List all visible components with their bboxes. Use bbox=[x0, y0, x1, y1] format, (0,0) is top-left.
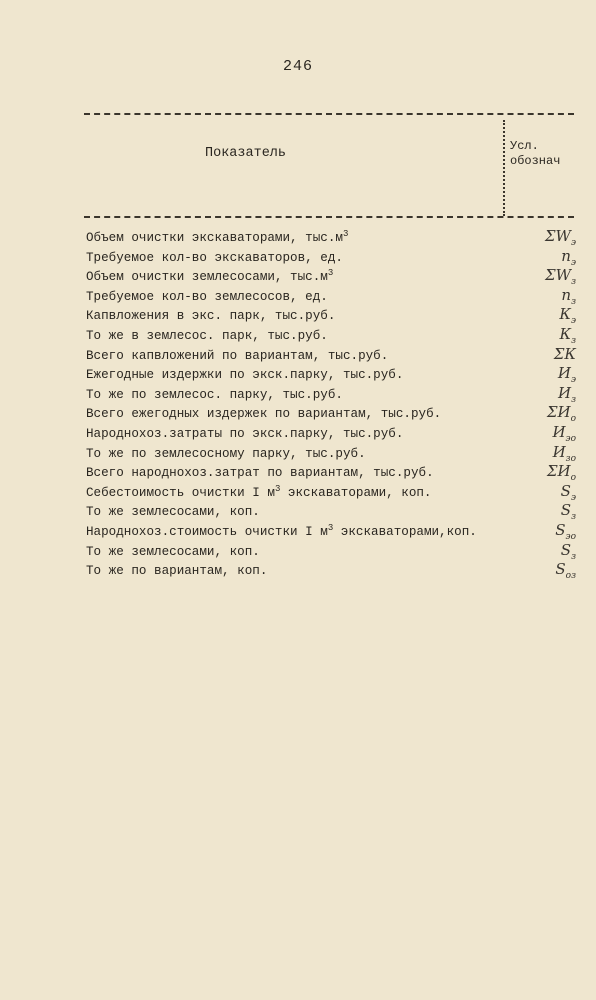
row-symbol-main: ΣW bbox=[544, 227, 571, 245]
row-symbol-main: К bbox=[559, 324, 572, 343]
row-label-text: Требуемое кол-во землесосов, ед. bbox=[86, 289, 328, 304]
row-label bbox=[86, 503, 260, 523]
table-top-rule bbox=[84, 113, 574, 115]
row-symbol-subscript: зо bbox=[565, 453, 576, 464]
row-label-superscript: 3 bbox=[342, 228, 349, 239]
row-label-text: То же по вариантам, коп. bbox=[86, 564, 268, 579]
row-symbol-subscript: э bbox=[570, 375, 576, 386]
page-number: 246 bbox=[282, 58, 313, 75]
row-label bbox=[86, 229, 348, 249]
row-label-text-continued: экскаваторами, коп. bbox=[280, 485, 432, 500]
row-label-text: Объем очистки экскаваторами, тыс.м bbox=[86, 231, 343, 245]
row-symbol-subscript: з bbox=[571, 296, 576, 307]
table-row bbox=[86, 246, 586, 269]
column-header-indicator: Показатель bbox=[205, 146, 287, 161]
row-symbol-subscript: э bbox=[570, 257, 576, 268]
row-symbol-subscript: з bbox=[571, 277, 576, 288]
row-label bbox=[86, 484, 432, 504]
row-symbol-subscript: эо bbox=[565, 531, 576, 542]
table-row bbox=[86, 520, 586, 543]
column-header-symbol bbox=[510, 139, 574, 169]
header-column-separator bbox=[503, 120, 505, 216]
table-row bbox=[86, 422, 586, 445]
row-label-text: Всего ежегодных издержек по вариантам, тыс.руб. bbox=[86, 407, 442, 422]
table-row bbox=[86, 503, 586, 523]
row-symbol-main: S bbox=[555, 520, 566, 539]
row-label bbox=[86, 288, 328, 308]
table-row bbox=[86, 268, 586, 288]
row-symbol-subscript: о bbox=[570, 414, 576, 425]
row-symbol-main: И bbox=[557, 383, 572, 402]
row-label-text: То же по землесос. парку, тыс.руб. bbox=[86, 387, 343, 402]
row-symbol-subscript: эо bbox=[565, 433, 576, 444]
row-label bbox=[86, 327, 328, 347]
table-row bbox=[86, 285, 586, 308]
row-label bbox=[86, 405, 441, 425]
row-label bbox=[86, 562, 267, 582]
table-row bbox=[86, 405, 586, 425]
table-row bbox=[86, 229, 586, 249]
row-symbol-main: S bbox=[560, 501, 572, 520]
row-label bbox=[86, 464, 434, 484]
row-symbol-main: ΣИ bbox=[546, 462, 571, 481]
row-label bbox=[86, 543, 260, 563]
row-label bbox=[86, 523, 477, 543]
row-symbol-main: n bbox=[561, 285, 572, 304]
row-symbol-main: И bbox=[552, 422, 566, 441]
row-symbol-subscript: э bbox=[570, 492, 576, 503]
row-symbol-subscript: о bbox=[570, 473, 576, 484]
row-label bbox=[86, 386, 343, 406]
row-symbol-subscript: з bbox=[571, 394, 576, 405]
row-symbol-main: ΣИ bbox=[546, 403, 571, 422]
row-label-superscript: 3 bbox=[327, 268, 334, 278]
row-label-text: Требуемое кол-во экскаваторов, ед. bbox=[86, 250, 343, 265]
row-label-text: Всего капвложений по вариантам, тыс.руб. bbox=[86, 348, 389, 363]
row-symbol bbox=[520, 560, 576, 587]
row-label-text: Ежегодные издержки по экск.парку, тыс.руб. bbox=[86, 368, 404, 383]
table-row bbox=[86, 464, 586, 484]
row-label bbox=[86, 268, 333, 288]
table-row bbox=[86, 366, 586, 386]
row-symbol-main: ΣК bbox=[553, 344, 576, 363]
table-header-bottom-rule bbox=[84, 216, 574, 218]
table-row bbox=[86, 540, 586, 563]
column-header-symbol-line1: Усл. bbox=[510, 139, 539, 153]
row-label-text-continued: экскаваторами,коп. bbox=[333, 524, 477, 539]
row-symbol-main: К bbox=[559, 305, 571, 324]
row-symbol-subscript: з bbox=[571, 512, 576, 523]
row-symbol-subscript: э bbox=[570, 316, 576, 327]
table-row bbox=[86, 383, 586, 406]
table-row bbox=[86, 481, 586, 504]
row-label bbox=[86, 425, 403, 445]
row-symbol-main: И bbox=[557, 364, 571, 383]
row-symbol-main: И bbox=[552, 442, 566, 461]
row-symbol-main: S bbox=[560, 540, 572, 559]
row-symbol-main: S bbox=[555, 560, 566, 579]
row-symbol-subscript: оз bbox=[565, 571, 576, 582]
table-row bbox=[86, 307, 586, 327]
row-symbol-subscript: з bbox=[571, 551, 576, 562]
row-label-text: То же землесосами, коп. bbox=[86, 505, 260, 520]
row-label-text: То же в землесос. парк, тыс.руб. bbox=[86, 328, 328, 343]
row-symbol-main: ΣW bbox=[545, 266, 572, 285]
row-symbol bbox=[520, 345, 576, 365]
row-label-text: Объем очистки землесосами, тыс.м bbox=[86, 270, 328, 285]
row-label bbox=[86, 307, 335, 327]
row-label bbox=[86, 249, 343, 269]
row-label bbox=[86, 347, 388, 367]
table-body bbox=[86, 229, 586, 582]
row-label-superscript: 3 bbox=[327, 522, 334, 533]
row-label-text: Всего народнохоз.затрат по вариантам, тыс.руб. bbox=[86, 466, 434, 481]
column-header-symbol-line2: обознач bbox=[510, 154, 561, 168]
row-symbol-main: n bbox=[561, 246, 571, 265]
row-label bbox=[86, 445, 366, 465]
row-label-text: Себестоимость очистки I м bbox=[86, 485, 275, 500]
table-row bbox=[86, 324, 586, 347]
table-row bbox=[86, 442, 586, 465]
row-label-text: Народнохоз.стоимость очистки I м bbox=[86, 524, 328, 539]
table-row bbox=[86, 344, 586, 367]
table-row bbox=[86, 562, 586, 582]
row-symbol-subscript: э bbox=[570, 238, 576, 248]
row-label-text: То же по землесосному парку, тыс.руб. bbox=[86, 446, 366, 461]
row-label-text: Народнохоз.затраты по экск.парку, тыс.руб. bbox=[86, 426, 404, 441]
row-symbol-subscript: з bbox=[571, 335, 576, 346]
row-label bbox=[86, 366, 403, 386]
row-label-text: То же землесосами, коп. bbox=[86, 544, 260, 559]
row-symbol-main: S bbox=[560, 481, 571, 500]
row-label-superscript: 3 bbox=[274, 483, 281, 494]
row-label-text: Капвложения в экс. парк, тыс.руб. bbox=[86, 309, 336, 324]
